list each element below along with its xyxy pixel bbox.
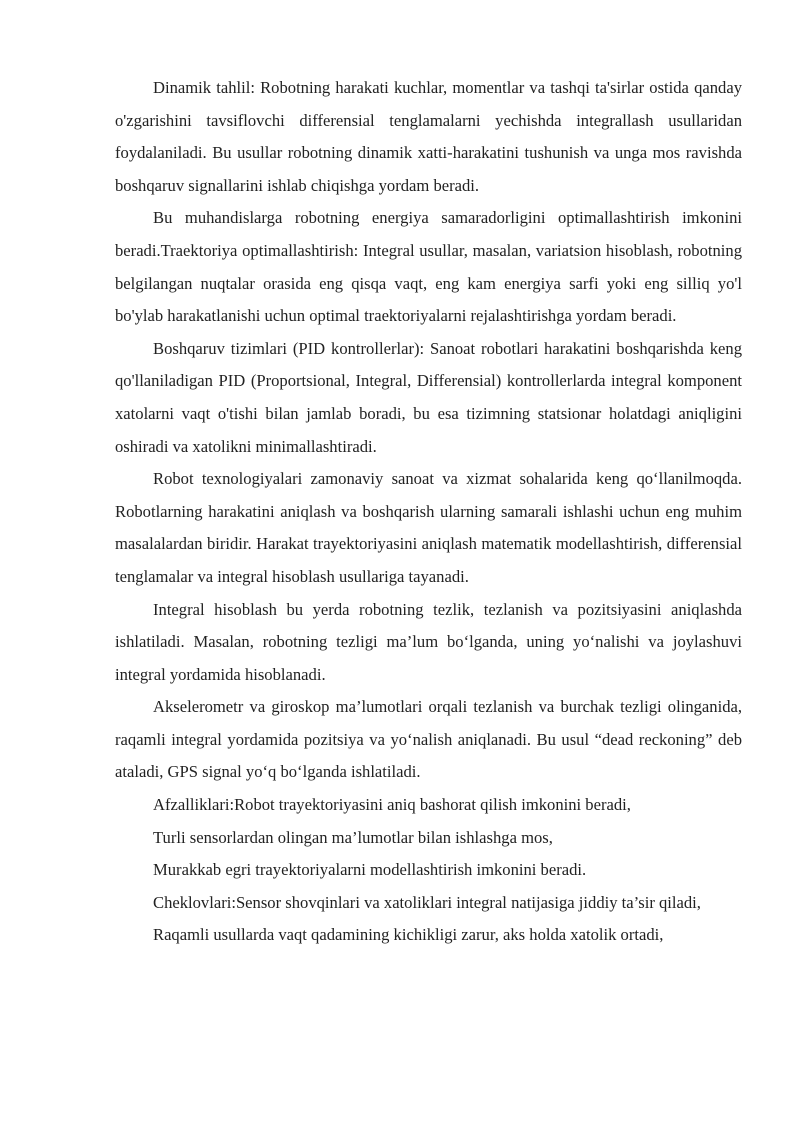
paragraph-trajectory-optimization: Bu muhandislarga robotning energiya samaradorligini optimallashtirish imkonini beradi.Traektoriya optimallashtirish: Integral usullar, masalan, variatsion hisoblash, robotning belgilangan nuqtalar orasida eng qisqa vaqt, eng kam energiya sarfi yoki eng silliq yo'l bo'ylab harakatlanishi uchun optimal traektoriyalarni rejalashtirishga yordam beradi. bbox=[115, 208, 742, 326]
paragraph-time-step: Raqamli usullarda vaqt qadamining kichikligi zarur, aks holda xatolik ortadi, bbox=[153, 925, 664, 945]
document-page bbox=[115, 72, 742, 952]
paragraph-advantages: Afzalliklari:Robot trayektoriyasini aniq bashorat qilish imkonini beradi, bbox=[153, 795, 631, 815]
paragraph-integral-calculus: Integral hisoblash bu yerda robotning tezlik, tezlanish va pozitsiyasini aniqlashda ishlatiladi. Masalan, robotning tezligi ma’lum bo‘lganda, uning yo‘nalishi va joylashuvi integral yordamida hisoblanadi. bbox=[115, 599, 742, 684]
paragraph-limitations: Cheklovlari:Sensor shovqinlari va xatoliklari integral natijasiga jiddiy ta’sir qiladi, bbox=[153, 892, 701, 912]
paragraph-curve-modeling: Murakkab egri trayektoriyalarni modellashtirish imkonini beradi. bbox=[153, 860, 587, 880]
paragraph-dead-reckoning: Akselerometr va giroskop ma’lumotlari orqali tezlanish va burchak tezligi olinganida, raqamli integral yordamida pozitsiya va yo‘nalish aniqlanadi. Bu usul “dead reckoning” deb ataladi, GPS signal yo‘q bo‘lganda ishlatiladi. bbox=[115, 697, 742, 782]
paragraph-robot-technologies: Robot texnologiyalari zamonaviy sanoat va xizmat sohalarida keng qo‘llanilmoqda. Robotlarning harakatini aniqlash va boshqarish ularning samarali ishlashi uchun eng muhim masalalardan biridir. Harakat trayektoriyasini aniqlash matematik modellashtirish, differensial tenglamalar va integral hisoblash usullariga tayanadi. bbox=[115, 469, 742, 586]
paragraph-dynamic-analysis: Dinamik tahlil: Robotning harakati kuchlar, momentlar va tashqi ta'sirlar ostida qanday o'zgarishini tavsiflovchi differensial tenglamalarni yechishda integrallash usullaridan foydalaniladi. Bu usullar robotning dinamik xatti-harakatini tushunish va unga mos ravishda boshqaruv signallarini ishlab chiqishga yordam beradi. bbox=[115, 78, 742, 195]
paragraph-sensor-compat: Turli sensorlardan olingan ma’lumotlar bilan ishlashga mos, bbox=[153, 827, 553, 847]
paragraph-pid-controllers: Boshqaruv tizimlari (PID kontrollerlar): Sanoat robotlari harakatini boshqarishda keng qo'llaniladigan PID (Proportsional, Integral, Differensial) kontrollerlarda integral komponent xatolarni vaqt o'tishi bilan jamlab boradi, bu esa tizimning statsionar holatdagi aniqligini oshiradi va xatolikni minimallashtiradi. bbox=[115, 338, 742, 456]
